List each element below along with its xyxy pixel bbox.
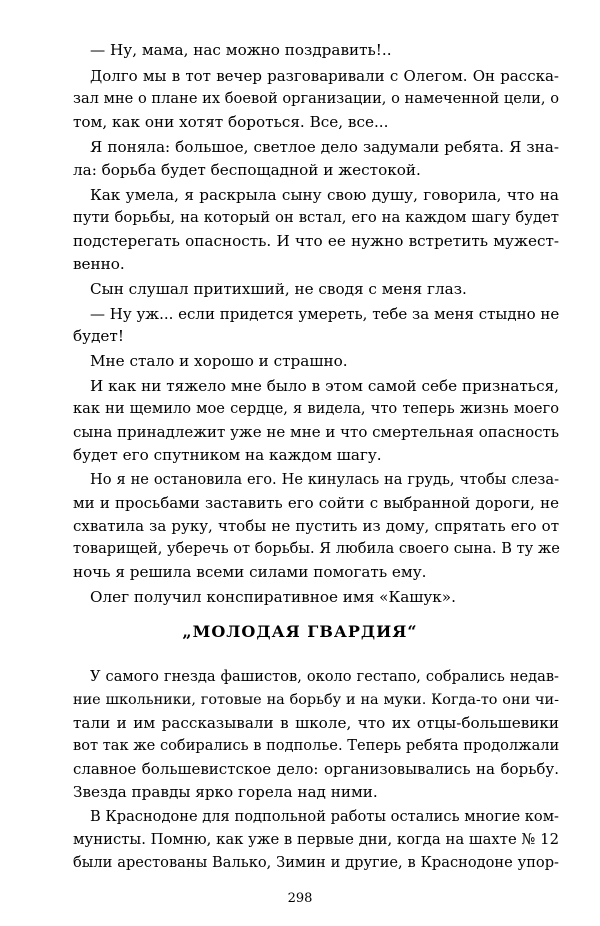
text-line: Звезда правды ярко горела над ними.: [73, 783, 378, 801]
text-line: ночь я решила всеми силами помогать ему.: [73, 563, 427, 581]
text-line: зал мне о плане их боевой организации, о намеченной цели, о: [73, 90, 559, 107]
text-line: сына принадлежит уже не мне и что смертельная опасность: [73, 423, 559, 441]
text-line: подстерегать опасность. И что ее нужно встретить мужест-: [73, 232, 559, 250]
text-line: схватила за руку, чтобы не пустить из дому, спрятать его от: [73, 517, 559, 535]
text-line: мунисты. Помню, как уже в первые дни, когда на шахте № 12: [73, 831, 559, 848]
text-line: Мне стало и хорошо и страшно.: [90, 352, 348, 370]
text-line: как ни щемило мое сердце, я видела, что теперь жизнь моего: [73, 400, 559, 417]
text-line: Но я не остановила его. Не кинулась на грудь, чтобы слеза-: [90, 471, 559, 488]
page-number: 298: [287, 891, 313, 906]
text-line: славное большевистское дело: организовывались на борьбу.: [73, 760, 559, 778]
text-line: Как умела, я раскрыла сыну свою душу, говорила, что на: [90, 186, 559, 204]
text-line: вот так же собирались в подполье. Теперь ребята продолжали: [73, 737, 560, 754]
text-line: тали и им рассказывали в школе, что их отцы-большевики: [73, 714, 559, 732]
text-line: В Краснодоне для подпольной работы остались многие ком-: [90, 808, 559, 825]
text-line: Я поняла: большое, светлое дело задумали ребята. Я зна-: [90, 138, 559, 156]
text-line: венно.: [73, 255, 125, 273]
text-line: И как ни тяжело мне было в этом самой себе признаться,: [90, 377, 559, 395]
text-line: ми и просьбами заставить его сойти с выбранной дороги, не: [73, 494, 559, 512]
text-line: — Ну, мама, нас можно поздравить!..: [90, 41, 392, 59]
text-line: пути борьбы, на который он встал, его на каждом шагу будет: [73, 209, 559, 226]
text-line: — Ну уж... если придется умереть, тебе за меня стыдно не: [90, 305, 560, 323]
text-line: будет его спутником на каждом шагу.: [73, 446, 382, 464]
text-line: будет!: [73, 327, 124, 345]
section-heading: „МОЛОДАЯ ГВАРДИЯ“: [182, 622, 418, 641]
text-line: Олег получил конспиративное имя «Кашук».: [90, 588, 456, 606]
text-line: Долго мы в тот вечер разговаривали с Олегом. Он расска-: [90, 67, 559, 85]
text-line: были арестованы Валько, Зимин и другие, в Краснодоне упор-: [73, 854, 559, 871]
text-line: том, как они хотят бороться. Все, все...: [73, 113, 389, 131]
text-line: товарищей, уберечь от борьбы. Я любила своего сына. В ту же: [73, 540, 560, 557]
text-line: У самого гнезда фашистов, около гестапо, собрались недав-: [90, 668, 559, 685]
text-line: ла: борьба будет беспощадной и жестокой.: [73, 161, 421, 179]
text-line: Сын слушал притихший, не сводя с меня глаз.: [90, 280, 467, 298]
text-line: ние школьники, готовые на борьбу и на муки. Когда-то они чи-: [73, 692, 559, 708]
